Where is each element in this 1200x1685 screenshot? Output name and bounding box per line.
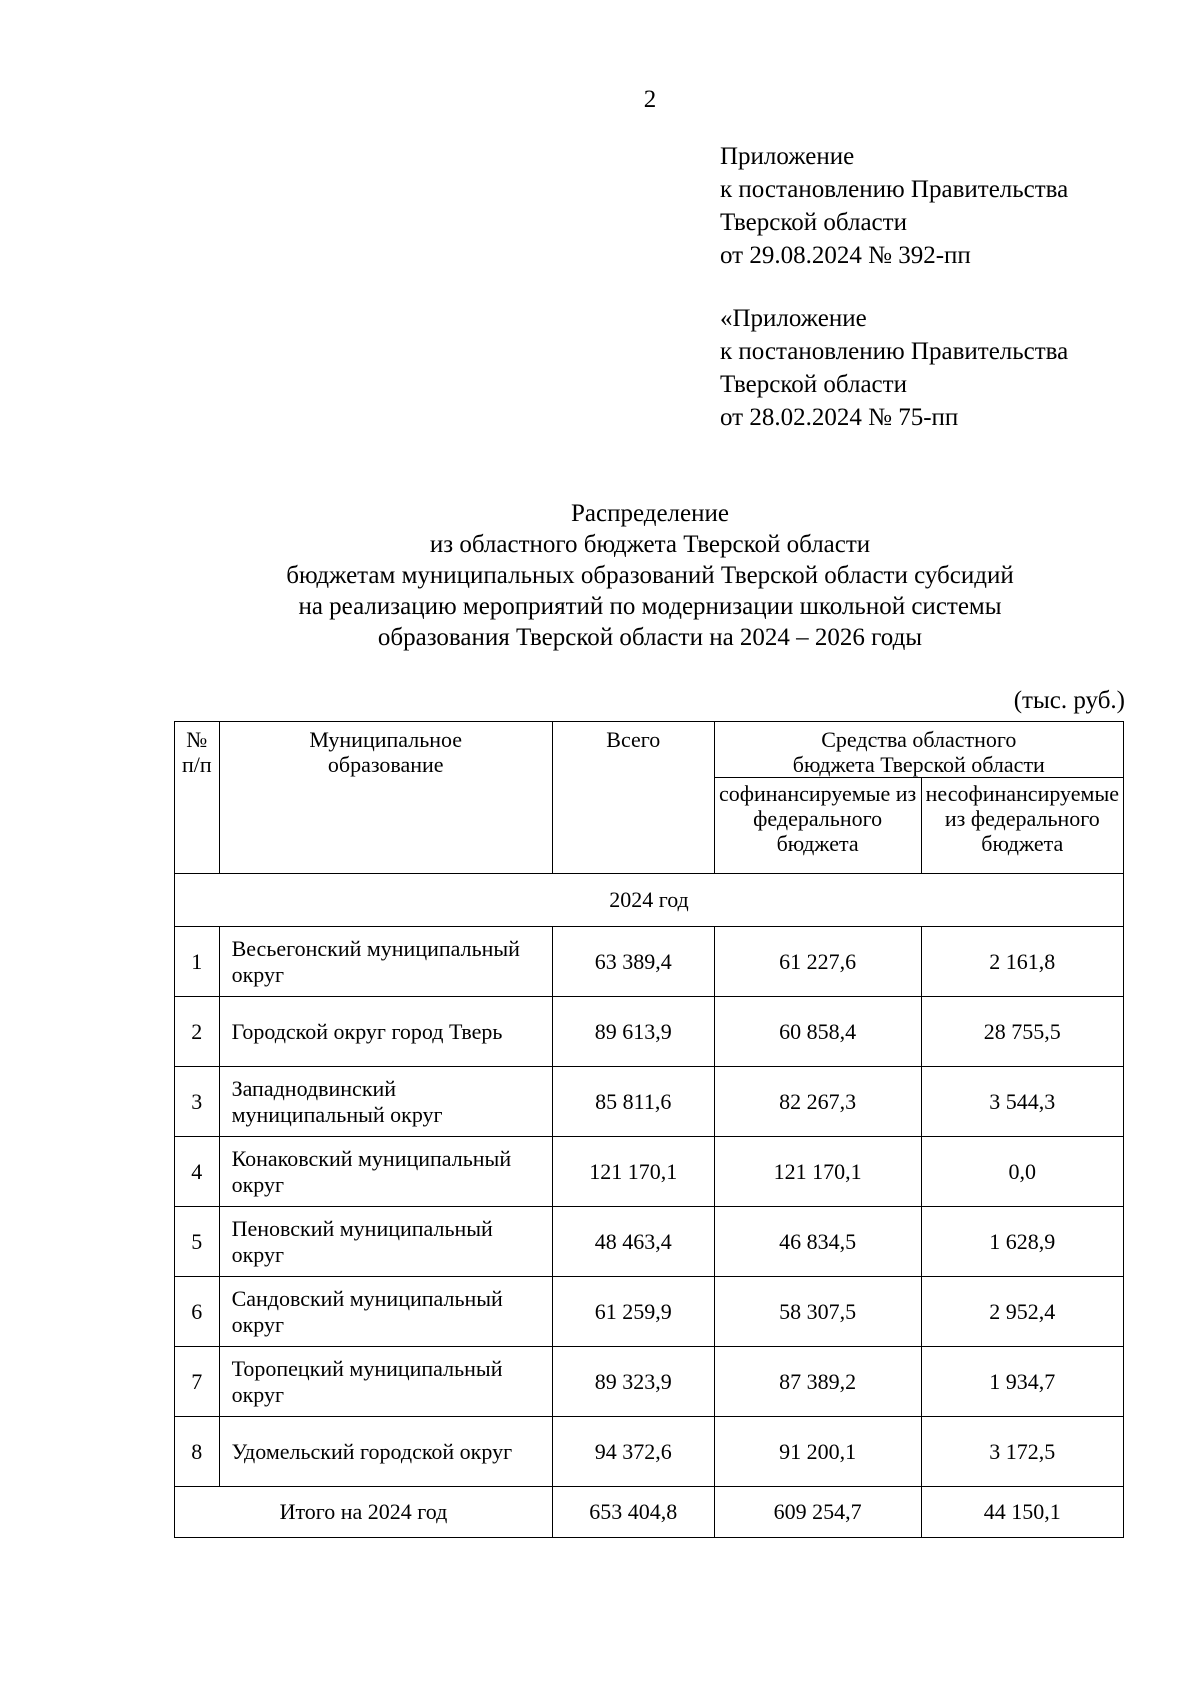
header-num: № п/п [175, 722, 220, 874]
header-cofinanced: софинансируемые из федерального бюджета [714, 778, 921, 874]
municipality-name: Городской округ город Тверь [219, 997, 552, 1067]
row-number: 8 [175, 1417, 220, 1487]
municipality-name: Западнодвинский муниципальный округ [219, 1067, 552, 1137]
page-number: 2 [643, 86, 657, 113]
annex-line: Приложение [720, 143, 855, 170]
total-sum: 653 404,8 [552, 1487, 714, 1538]
row-number: 3 [175, 1067, 220, 1137]
title-line: бюджетам муниципальных образований Тверской области субсидий [286, 562, 1014, 589]
annex-line: от 29.08.2024 № 392-пп [720, 242, 971, 269]
noncofinanced-value: 0,0 [921, 1137, 1123, 1207]
annex-line: к постановлению Правительства [720, 338, 1069, 365]
title-line: на реализацию мероприятий по модернизации школьной системы [298, 593, 1002, 620]
header-total: Всего [552, 722, 714, 874]
noncofinanced-value: 2 161,8 [921, 927, 1123, 997]
noncofinanced-value: 1 628,9 [921, 1207, 1123, 1277]
cofinanced-value: 87 389,2 [714, 1347, 921, 1417]
subsidy-table [174, 721, 1124, 1538]
total-label: Итого на 2024 год [175, 1487, 553, 1538]
row-number: 4 [175, 1137, 220, 1207]
cofinanced-value: 61 227,6 [714, 927, 921, 997]
title-line: Распределение [571, 500, 729, 527]
total-value: 61 259,9 [552, 1277, 714, 1347]
total-value: 94 372,6 [552, 1417, 714, 1487]
noncofinanced-value: 3 172,5 [921, 1417, 1123, 1487]
annex-previous [720, 302, 1068, 434]
noncofinanced-value: 1 934,7 [921, 1347, 1123, 1417]
title-line: образования Тверской области на 2024 – 2026 годы [377, 624, 923, 651]
annex-line: Тверской области [720, 209, 907, 236]
noncofinanced-value: 28 755,5 [921, 997, 1123, 1067]
total-row [175, 1487, 1124, 1538]
header-noncofinanced: несофинансируемые из федерального бюджета [921, 778, 1123, 874]
annex-current [720, 140, 1068, 272]
table-row [175, 997, 1124, 1067]
municipality-name: Удомельский городской округ [219, 1417, 552, 1487]
total-value: 48 463,4 [552, 1207, 714, 1277]
row-number: 2 [175, 997, 220, 1067]
cofinanced-value: 58 307,5 [714, 1277, 921, 1347]
title-line: из областного бюджета Тверской области [429, 531, 871, 558]
cofinanced-value: 82 267,3 [714, 1067, 921, 1137]
table-row [175, 1277, 1124, 1347]
table-row [175, 927, 1124, 997]
table-row [175, 1207, 1124, 1277]
header-municipality: Муниципальное образование [219, 722, 552, 874]
units-label: (тыс. руб.) [1013, 687, 1125, 714]
total-noncofinanced: 44 150,1 [921, 1487, 1123, 1538]
cofinanced-value: 60 858,4 [714, 997, 921, 1067]
annex-line: «Приложение [720, 305, 867, 332]
municipality-name: Сандовский муниципальный округ [219, 1277, 552, 1347]
total-value: 85 811,6 [552, 1067, 714, 1137]
header-regional: Средства областного бюджета Тверской области [714, 722, 1123, 778]
row-number: 1 [175, 927, 220, 997]
annex-line: от 28.02.2024 № 75-пп [720, 404, 959, 431]
cofinanced-value: 91 200,1 [714, 1417, 921, 1487]
municipality-name: Весьегонский муниципальный округ [219, 927, 552, 997]
total-cofinanced: 609 254,7 [714, 1487, 921, 1538]
total-value: 63 389,4 [552, 927, 714, 997]
table-row [175, 1347, 1124, 1417]
municipality-name: Торопецкий муниципальный округ [219, 1347, 552, 1417]
table-row [175, 1417, 1124, 1487]
row-number: 7 [175, 1347, 220, 1417]
document-title [40, 498, 1200, 653]
annex-line: к постановлению Правительства [720, 176, 1069, 203]
cofinanced-value: 46 834,5 [714, 1207, 921, 1277]
table-row [175, 1067, 1124, 1137]
total-value: 89 613,9 [552, 997, 714, 1067]
row-number: 6 [175, 1277, 220, 1347]
noncofinanced-value: 3 544,3 [921, 1067, 1123, 1137]
annex-line: Тверской области [720, 371, 907, 398]
row-number: 5 [175, 1207, 220, 1277]
noncofinanced-value: 2 952,4 [921, 1277, 1123, 1347]
year-label: 2024 год [175, 874, 1124, 927]
total-value: 89 323,9 [552, 1347, 714, 1417]
cofinanced-value: 121 170,1 [714, 1137, 921, 1207]
municipality-name: Конаковский муниципальный округ [219, 1137, 552, 1207]
total-value: 121 170,1 [552, 1137, 714, 1207]
table-row [175, 1137, 1124, 1207]
municipality-name: Пеновский муниципальный округ [219, 1207, 552, 1277]
